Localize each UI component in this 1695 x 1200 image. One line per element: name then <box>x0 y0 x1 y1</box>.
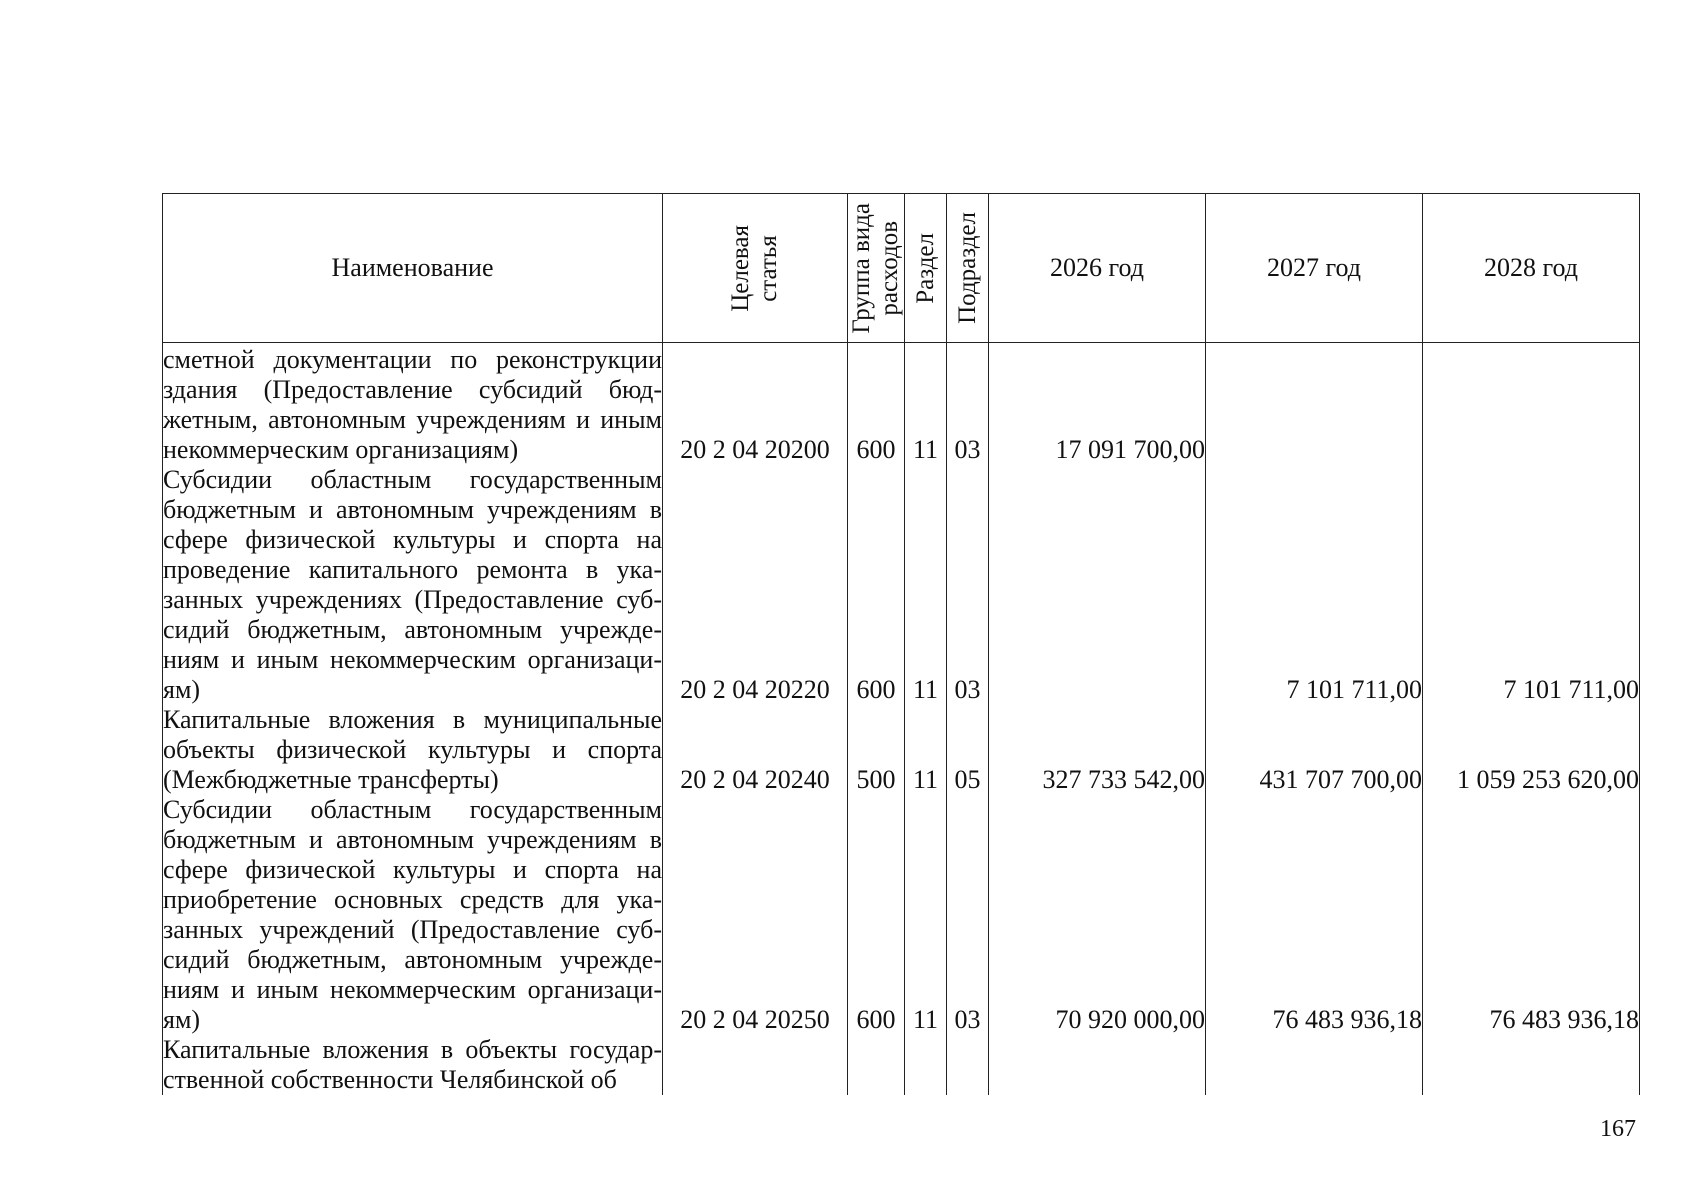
header-section <box>905 194 947 343</box>
row-amount-2026 <box>989 1035 1206 1095</box>
row-target-article: 20 2 04 20200 <box>663 343 848 466</box>
header-target-article-line1: Целевая <box>727 224 754 312</box>
table-header-row <box>163 194 1640 343</box>
budget-table <box>162 193 1640 1095</box>
table-row <box>163 705 1640 795</box>
table-row <box>163 795 1640 1035</box>
header-expense-group-line1: Группа вида <box>848 202 875 334</box>
row-target-article <box>663 1035 848 1095</box>
table-row <box>163 343 1640 466</box>
row-subsection: 05 <box>947 705 989 795</box>
row-target-article: 20 2 04 20250 <box>663 795 848 1035</box>
row-expense-group: 600 <box>848 795 905 1035</box>
row-amount-2028 <box>1423 1035 1640 1095</box>
row-target-article: 20 2 04 20240 <box>663 705 848 795</box>
row-amount-2027: 431 707 700,00 <box>1206 705 1423 795</box>
row-amount-2026: 70 920 000,00 <box>989 795 1206 1035</box>
row-name: Субсидии областным государственным бюджетным и автономным учреждениям в сфере физической культуры и спорта на приобретение основных средств для указанных учреждений (Предоставление субсидий бюджетным, автономным учреждениям и иным некоммерческим организациям) <box>163 795 662 1034</box>
header-subsection-label: Подраздел <box>953 212 981 324</box>
row-section: 11 <box>905 795 947 1035</box>
header-expense-group-line2: расходов <box>876 220 903 316</box>
row-name: Капитальные вложения в объекты государственной собственности Челябинской об <box>163 1035 662 1094</box>
row-amount-2027 <box>1206 343 1423 466</box>
header-year-2027: 2027 год <box>1206 194 1423 343</box>
row-amount-2026: 17 091 700,00 <box>989 343 1206 466</box>
page-number: 167 <box>1600 1116 1636 1142</box>
row-subsection: 03 <box>947 465 989 705</box>
row-expense-group: 500 <box>848 705 905 795</box>
row-name: Субсидии областным государственным бюджетным и автономным учреждениям в сфере физической культуры и спорта на проведение капитального ремонта в указанных учреждениях (Предоставление субсидий бюджетным, автономным учреждениям и иным некоммерческим организациям) <box>163 465 662 704</box>
row-amount-2028 <box>1423 343 1640 466</box>
header-expense-group <box>848 194 905 343</box>
row-amount-2026 <box>989 465 1206 705</box>
row-name: сметной документации по реконструкции здания (Предоставление субсидий бюджетным, автономным учреждениям и иным некоммерческим организациям) <box>163 343 663 466</box>
header-name: Наименование <box>163 194 663 343</box>
header-year-2026: 2026 год <box>989 194 1206 343</box>
row-subsection: 03 <box>947 795 989 1035</box>
row-amount-2027 <box>1206 1035 1423 1095</box>
row-amount-2026: 327 733 542,00 <box>989 705 1206 795</box>
row-section: 11 <box>905 705 947 795</box>
header-target-article-line2: статья <box>755 234 782 302</box>
row-section: 11 <box>905 465 947 705</box>
row-amount-2027: 76 483 936,18 <box>1206 795 1423 1035</box>
row-section <box>905 1035 947 1095</box>
row-amount-2028: 76 483 936,18 <box>1423 795 1640 1035</box>
row-name: Капитальные вложения в муниципальные объекты физической культуры и спорта (Межбюджетные трансферты) <box>163 705 662 794</box>
header-target-article <box>663 194 848 343</box>
row-amount-2028: 7 101 711,00 <box>1423 465 1640 705</box>
row-target-article: 20 2 04 20220 <box>663 465 848 705</box>
table-row <box>163 465 1640 705</box>
header-subsection <box>947 194 989 343</box>
table-row <box>163 1035 1640 1095</box>
row-amount-2027: 7 101 711,00 <box>1206 465 1423 705</box>
row-amount-2028: 1 059 253 620,00 <box>1423 705 1640 795</box>
row-subsection <box>947 1035 989 1095</box>
row-expense-group: 600 <box>848 465 905 705</box>
row-expense-group <box>848 1035 905 1095</box>
header-section-label: Раздел <box>911 232 939 304</box>
row-subsection: 03 <box>947 343 989 466</box>
row-expense-group: 600 <box>848 343 905 466</box>
header-year-2028: 2028 год <box>1423 194 1640 343</box>
row-section: 11 <box>905 343 947 466</box>
